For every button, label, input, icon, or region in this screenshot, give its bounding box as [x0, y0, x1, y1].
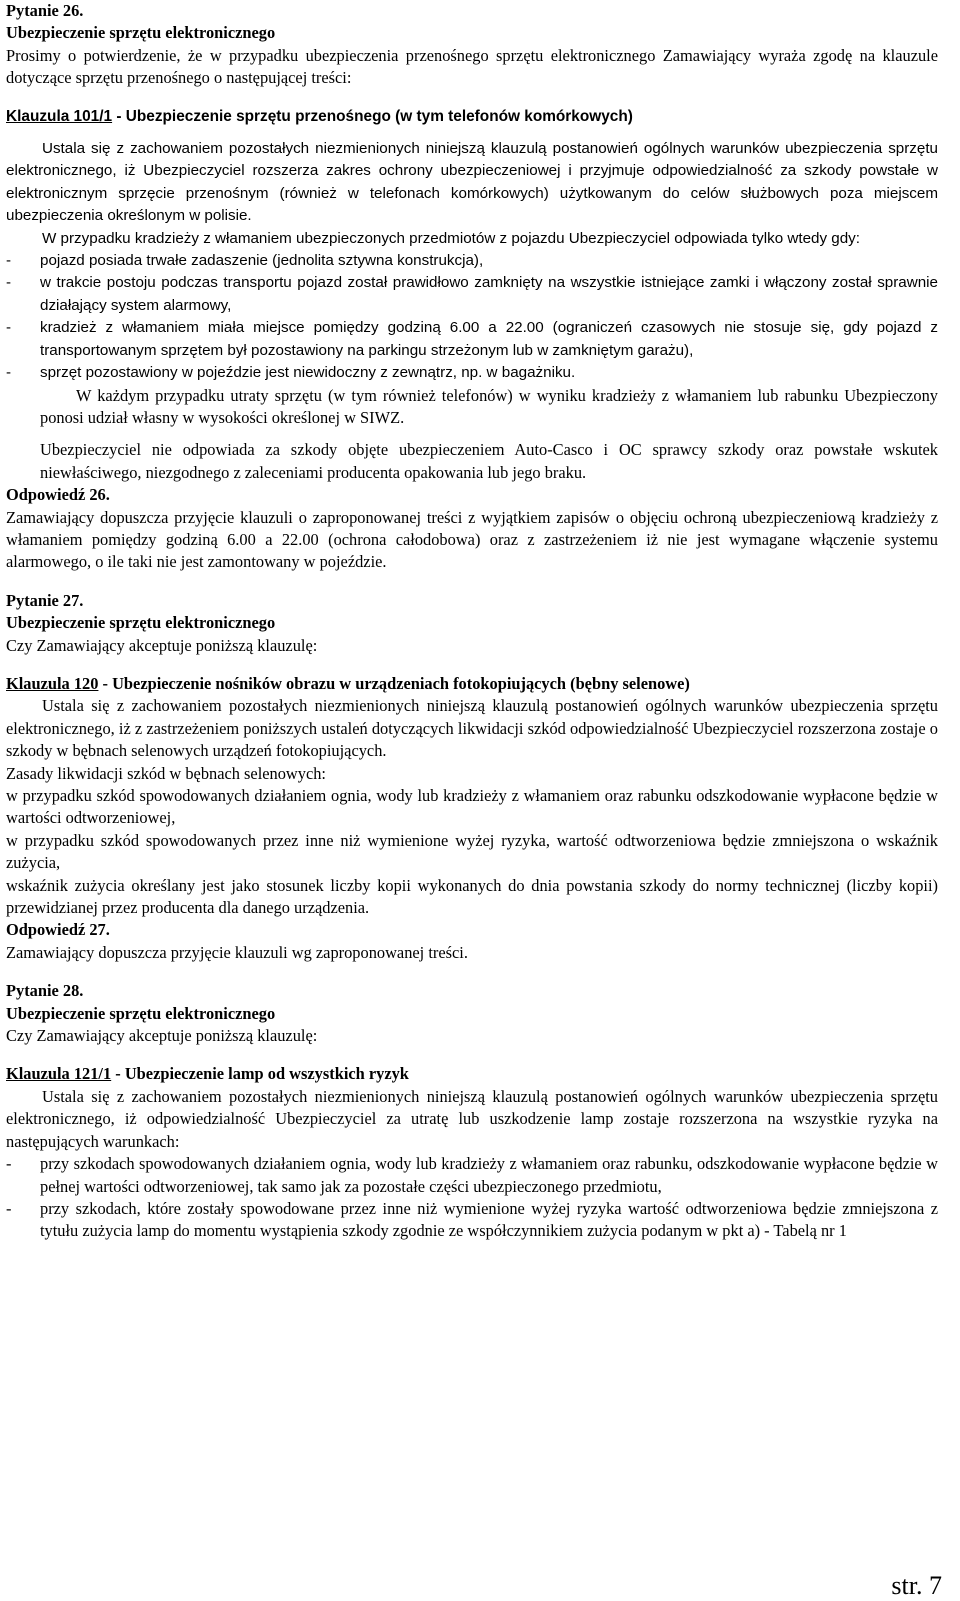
answer-26-text: Zamawiający dopuszcza przyjęcie klauzuli o zaproponowanej treści z wyjątkiem zapisów o objęciu ochroną ubezpieczeniową kradzieży z włamaniem pomiędzy godziną 6.00 a 22.00 (ochrona całodobowa) oraz z zastrzeżeniem iż nie jest wymagane włączenie systemu alarmowego, o ile taki nie jest zamontowany w pojeździe.: [6, 507, 938, 572]
clause-101-title: - Ubezpieczenie sprzętu przenośnego (w tym telefonów komórkowych): [112, 107, 633, 125]
clause-101-para-2: W przypadku kradzieży z włamaniem ubezpieczonych przedmiotów z pojazdu Ubezpieczyciel odpowiada tylko wtedy gdy:: [42, 229, 860, 247]
answer-27-text: Zamawiający dopuszcza przyjęcie klauzuli wg zaproponowanej treści.: [6, 942, 468, 962]
clause-120-rule: w przypadku szkód spowodowanych przez inne niż wymienione wyżej ryzyka, wartość odtworzeniowa będzie zmniejszona o wskaźnik zużycia,: [6, 830, 938, 873]
page-number: str. 7: [891, 1571, 942, 1600]
clause-121-number: Klauzula 121/1: [6, 1064, 112, 1084]
clause-120-number: Klauzula 120: [6, 673, 99, 693]
answer-26-label: Odpowiedź 26.: [6, 485, 110, 505]
question-27-topic: Ubezpieczenie sprzętu elektronicznego: [6, 613, 276, 633]
clause-120-rule: w przypadku szkód spowodowanych działaniem ognia, wody lub kradzieży z włamaniem oraz rabunku odszkodowanie wypłacone będzie w wartości odtworzeniowej,: [6, 786, 938, 828]
clause-101-bullet: - w trakcie postoju podczas transportu pojazd został prawidłowo zamknięty na wszystkie istniejące zamki i włączony został sprawnie działający system alarmowy,: [6, 274, 938, 314]
question-28-intro: Czy Zamawiający akceptuje poniższą klauzulę:: [6, 1026, 318, 1046]
clause-101-bullet: - kradzież z włamaniem miała miejsce pomiędzy godziną 6.00 a 22.00 (ograniczeń czasowych nie stosuje się, gdy pojazd z transportowanym sprzętem był pozostawiony na parkingu strzeżonym lub w zamkniętym garażu),: [6, 319, 938, 359]
clause-101-number: Klauzula 101/1: [6, 107, 113, 125]
clause-121-bullet: - przy szkodach spowodowanych działaniem ognia, wody lub kradzieży z włamaniem oraz rabunku, odszkodowanie wypłacone będzie w pełnej wartości odtworzeniowej, tak samo jak za pozostałe części ubezpieczonego przedmiotu,: [6, 1154, 938, 1196]
clause-120-rule: wskaźnik zużycia określany jest jako stosunek liczby kopii wykonanych do dnia powstania szkody do normy technicznej (liczby kopii) przewidzianej przez producenta dla danego urządzenia.: [6, 875, 938, 918]
question-26-topic: Ubezpieczenie sprzętu elektronicznego: [6, 23, 276, 43]
clause-101-para-4: Ubezpieczyciel nie odpowiada za szkody objęte ubezpieczeniem Auto-Casco i OC sprawcy szkody oraz powstałe wskutek niewłaściwego, niezgodnego z zaleceniami producenta opakowania lub jego braku.: [40, 440, 938, 482]
question-28-topic: Ubezpieczenie sprzętu elektronicznego: [6, 1003, 276, 1023]
question-28-label: Pytanie 28.: [6, 981, 84, 1001]
clause-120-rules-heading: Zasady likwidacji szkód w bębnach selenowych:: [6, 763, 326, 783]
clause-101-bullet: - sprzęt pozostawiony w pojeździe jest niewidoczny z zewnątrz, np. w bagażniku.: [6, 364, 576, 382]
clause-121-title: - Ubezpieczenie lamp od wszystkich ryzyk: [111, 1064, 409, 1084]
clause-120-para-1: Ustala się z zachowaniem pozostałych niezmienionych niniejszą klauzulą postanowień ogólnych warunków ubezpieczenia sprzętu elektronicznego, iż z zastrzeżeniem poniższych ustaleń dotyczących likwidacji szkód odpowiedzialność Ubezpieczyciel rozszerzona zostaje o szkody w bębnach selenowych urządzeń fotokopiujących.: [6, 696, 938, 761]
question-26-intro: Prosimy o potwierdzenie, że w przypadku ubezpieczenia przenośnego sprzętu elektronicznego Zamawiający wyraża zgodę na klauzule dotyczące sprzętu przenośnego o następującej treści:: [6, 45, 938, 88]
question-27-label: Pytanie 27.: [6, 590, 84, 610]
clause-120-heading: [6, 673, 938, 695]
question-27-intro: Czy Zamawiający akceptuje poniższą klauzulę:: [6, 635, 318, 655]
clause-121-heading: [6, 1063, 938, 1085]
clause-120-title: - Ubezpieczenie nośników obrazu w urządzeniach fotokopiujących (bębny selenowe): [98, 673, 690, 693]
clause-101-para-1: Ustala się z zachowaniem pozostałych niezmienionych niniejszą klauzulą postanowień ogólnych warunków ubezpieczenia sprzętu elektronicznego, iż Ubezpieczyciel rozszerza zakres ochrony ubezpieczeniowej i przyjmuje odpowiedzialność za szkody powstałe w elektronicznym sprzęcie przenośnym (również w telefonach komórkowych) użytkowanym do celów służbowych poza miejscem ubezpieczenia określonym w polisie.: [6, 140, 938, 225]
document-page: [6, 0, 938, 1243]
question-26-label: Pytanie 26.: [6, 1, 84, 20]
clause-101-heading: [6, 106, 938, 128]
clause-121-bullet: - przy szkodach, które zostały spowodowane przez inne niż wymienione wyżej ryzyka wartość odtworzeniowa będzie zmniejszona z tytułu zużycia lamp do momentu wystąpienia szkody zgodnie ze współczynnikiem zużycia podanym w pkt a) - Tabelą nr 1: [6, 1198, 938, 1241]
clause-121-para-1: Ustala się z zachowaniem pozostałych niezmienionych niniejszą klauzulą postanowień ogólnych warunków ubezpieczenia sprzętu elektronicznego, iż odpowiedzialność Ubezpieczyciel za utratę lub uszkodzenie lamp zostaje rozszerzona na wszystkie ryzyka na następujących warunkach:: [6, 1086, 938, 1151]
answer-27-label: Odpowiedź 27.: [6, 920, 110, 940]
clause-101-bullet: - pojazd posiada trwałe zadaszenie (jednolita sztywna konstrukcja),: [6, 252, 484, 270]
clause-101-para-3: W każdym przypadku utraty sprzętu (w tym również telefonów) w wyniku kradzieży z włamaniem lub rabunku Ubezpieczony ponosi udział własny w wysokości określonej w SIWZ.: [40, 385, 938, 427]
